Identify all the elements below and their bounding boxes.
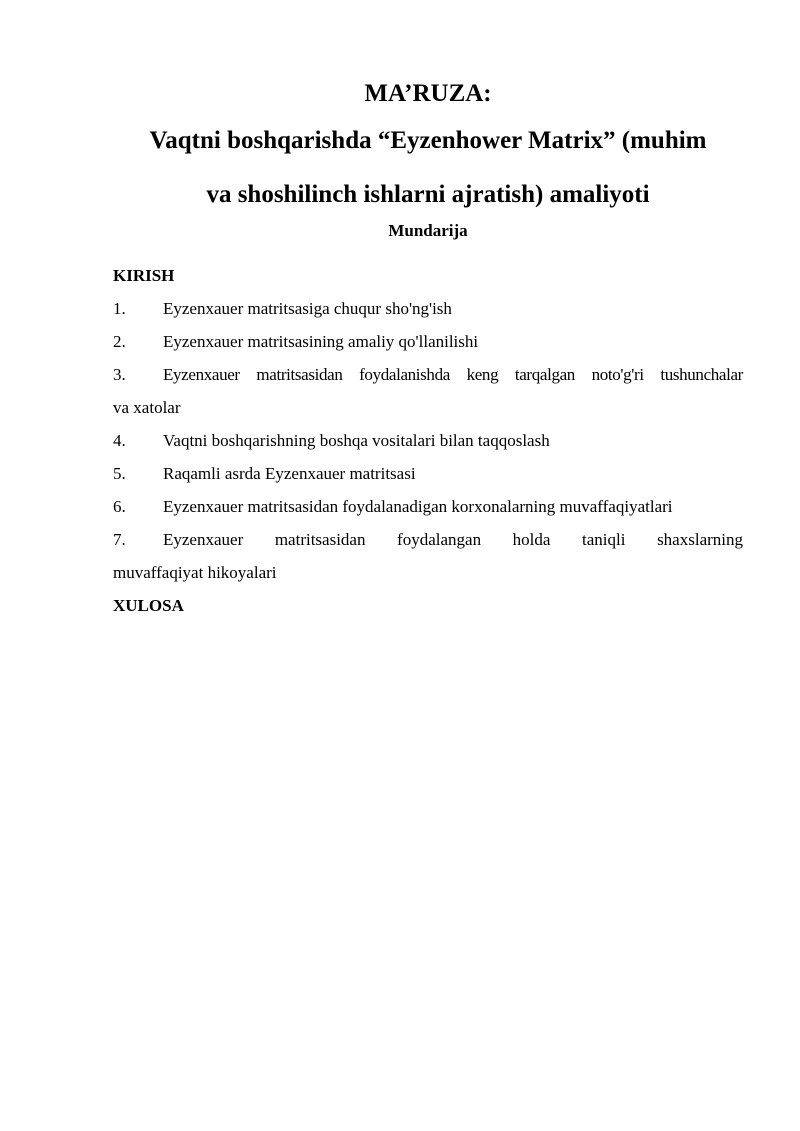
toc-item-number: 1. xyxy=(113,299,126,318)
toc-item-7 xyxy=(113,523,743,589)
toc-item-number: 7. xyxy=(113,530,126,549)
document-subtitle-line-2: va shoshilinch ishlarni ajratish) amaliyoti xyxy=(206,181,650,208)
toc-item-continuation: muvaffaqiyat hikoyalari xyxy=(113,563,277,582)
toc-item-4 xyxy=(113,424,743,457)
toc-item-1 xyxy=(113,292,743,325)
toc-item-text: Eyzenxauer matritsasidan foydalanadigan korxonalarning muvaffaqiyatlari xyxy=(163,497,673,516)
toc-item-continuation: va xatolar xyxy=(113,398,181,417)
toc-item-text: Raqamli asrda Eyzenxauer matritsasi xyxy=(163,464,416,483)
toc-item-3 xyxy=(113,358,743,424)
toc-item-number: 2. xyxy=(113,332,126,351)
toc-item-number: 4. xyxy=(113,431,126,450)
document-subtitle-line-1: Vaqtni boshqarishda “Eyzenhower Matrix” (muhim xyxy=(149,127,707,154)
toc-item-text: Eyzenxauer matritsasining amaliy qo'llanilishi xyxy=(163,332,479,351)
toc-item-number: 3. xyxy=(113,365,126,384)
toc-item-text: Eyzenxauer matritsasiga chuqur sho'ng'ish xyxy=(163,299,452,318)
document-page xyxy=(113,78,743,622)
toc-item-6 xyxy=(113,490,743,523)
toc-item-text: Vaqtni boshqarishning boshqa vositalari bilan taqqoslash xyxy=(163,431,550,450)
toc-item-text: Eyzenxauer matritsasidan foydalanishda keng tarqalgan noto'g'ri tushunchalar xyxy=(163,365,743,384)
toc-item-number: 5. xyxy=(113,464,126,483)
toc-item-5 xyxy=(113,457,743,490)
toc-conclusion: XULOSA xyxy=(113,596,184,615)
toc-intro: KIRISH xyxy=(113,266,175,285)
toc-item-number: 6. xyxy=(113,497,126,516)
document-title: MA’RUZA: xyxy=(364,80,492,107)
contents-heading: Mundarija xyxy=(388,221,468,240)
toc-item-2 xyxy=(113,325,743,358)
toc-item-text: Eyzenxauer matritsasidan foydalangan holda taniqli shaxslarning xyxy=(163,530,743,549)
